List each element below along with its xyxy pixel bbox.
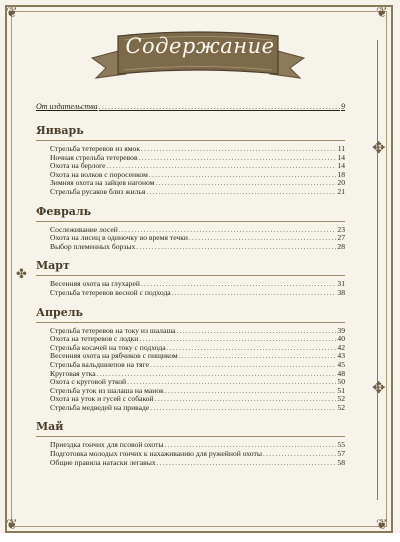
- toc-section: [36, 306, 345, 413]
- entry-label: Стрельба уток из шалаша на манок: [50, 385, 164, 395]
- leader-dots: [97, 370, 337, 379]
- entry-page-number: 20: [337, 178, 345, 188]
- entry-page-number: 14: [337, 161, 345, 171]
- leader-dots: [136, 243, 336, 252]
- entry-page-number: 38: [337, 287, 345, 297]
- section-divider: [36, 322, 345, 323]
- leader-dots: [167, 344, 337, 353]
- entry-label: Стрельба тетеревов весной с подхода: [50, 287, 171, 297]
- leader-dots: [179, 352, 337, 361]
- section-title: Апрель: [36, 305, 83, 319]
- entry-page-number: 18: [337, 169, 345, 179]
- leader-dots: [146, 188, 336, 197]
- leader-dots: [177, 327, 337, 336]
- toc-section: [36, 205, 345, 252]
- leader-dots: [150, 361, 336, 370]
- entry-label: От издательства: [36, 102, 98, 111]
- entry-page-number: 52: [337, 394, 345, 404]
- entry-page-number: 57: [337, 449, 345, 459]
- corner-ornament-icon: ❦: [6, 5, 18, 21]
- entry-page-number: 31: [337, 279, 345, 289]
- entry-label: Выбор племенных борзых: [50, 241, 136, 251]
- entry-page-number: 43: [337, 351, 345, 361]
- toc-section: [36, 124, 345, 197]
- entry-page-number: 23: [337, 224, 345, 234]
- toc-section: [36, 259, 345, 297]
- entry-page-number: 27: [337, 233, 345, 243]
- leader-dots: [155, 395, 337, 404]
- leader-dots: [155, 179, 336, 188]
- entry-label: Стрельба медведей на приваде: [50, 402, 150, 412]
- entry-page-number: 50: [337, 377, 345, 387]
- entry-label: Подготовка молодых гончих к нахаживанию для ружейной охоты: [50, 449, 262, 459]
- side-ornament-icon: ✥: [372, 378, 386, 397]
- entry-page-number: 28: [337, 241, 345, 251]
- section-divider: [36, 140, 345, 141]
- leader-dots: [263, 450, 336, 459]
- toc-entry[interactable]: [36, 404, 345, 413]
- entry-label: Круговая утка: [50, 368, 96, 378]
- toc-section: [36, 420, 345, 467]
- entry-label: Весенняя охота на глухарей: [50, 279, 140, 289]
- leader-dots: [172, 289, 337, 298]
- table-of-contents: [36, 102, 345, 475]
- toc-sections: [36, 124, 345, 467]
- entry-page-number: 45: [337, 359, 345, 369]
- leader-dots: [165, 387, 337, 396]
- leader-dots: [139, 154, 337, 163]
- section-title: Январь: [36, 124, 84, 137]
- entry-label: Стрельба вальдшнепов на тяге: [50, 359, 150, 369]
- entry-label: Зимняя охота на зайцев нагоном: [50, 178, 155, 188]
- toc-intro-entry[interactable]: [36, 102, 345, 114]
- toc-entry[interactable]: [36, 188, 345, 197]
- entry-label: Охота с круговой уткой: [50, 377, 127, 387]
- entry-page-number: 48: [337, 368, 345, 378]
- entry-label: Охота на тетеревов с лодки: [50, 334, 139, 344]
- section-divider: [36, 221, 345, 222]
- entry-page-number: 21: [337, 186, 345, 196]
- entry-label: Стрельба тетеревов на току из шалаша: [50, 325, 176, 335]
- entry-page-number: 51: [337, 385, 345, 395]
- entry-page-number: 39: [337, 325, 345, 335]
- section-divider: [36, 275, 345, 276]
- section-title: Май: [36, 420, 64, 434]
- side-ornament-icon: ✤: [16, 267, 27, 282]
- leader-dots: [141, 145, 337, 154]
- side-ornament-icon: ✥: [372, 138, 386, 157]
- corner-ornament-icon: ❦: [376, 517, 388, 533]
- entry-label: Приездка гончих для псовой охоты: [50, 440, 164, 450]
- entry-page-number: 55: [337, 440, 345, 450]
- leader-dots: [99, 102, 340, 111]
- section-title: Март: [36, 259, 70, 273]
- decorative-rail: [377, 40, 378, 500]
- entry-page-number: 58: [337, 457, 345, 467]
- entry-label: Стрельба косачей на току с подхода: [50, 342, 166, 352]
- corner-ornament-icon: ❦: [376, 5, 388, 21]
- entry-label: Весенняя охота на рябчиков с пищиком: [50, 351, 178, 361]
- corner-ornament-icon: ❦: [6, 517, 18, 533]
- entry-label: Сослеживание лосей: [50, 224, 118, 234]
- leader-dots: [149, 171, 337, 180]
- entry-page-number: 42: [337, 342, 345, 352]
- entry-page-number: 11: [337, 144, 345, 153]
- entry-label: Стрельба русаков близ жилья: [50, 186, 146, 196]
- entry-label: Охота на берлоге: [50, 161, 106, 171]
- page-bottom-margin: [0, 533, 400, 542]
- entry-page-number: 14: [337, 152, 345, 162]
- entry-label: Охота на уток и гусей с собакой: [50, 394, 154, 404]
- section-divider: [36, 436, 345, 437]
- section-title: Февраль: [36, 204, 92, 218]
- entry-label: Охота на волков с поросенком: [50, 169, 148, 179]
- leader-dots: [139, 335, 336, 344]
- leader-dots: [157, 459, 337, 468]
- entry-label: Ночная стрельба тетеревов: [50, 152, 138, 162]
- entry-page-number: 52: [337, 402, 345, 412]
- leader-dots: [150, 404, 336, 413]
- entry-page-number: 9: [341, 102, 345, 111]
- page-title: Содержание: [125, 34, 275, 58]
- entry-page-number: 40: [337, 334, 345, 344]
- entry-label: Общие правила натаски легавых: [50, 457, 156, 467]
- entry-label: Охота на лисиц в одиночку во время течки: [50, 233, 188, 243]
- toc-entry[interactable]: [36, 289, 345, 298]
- leader-dots: [189, 234, 336, 243]
- entry-label: Стрельба тетеревов из ямок: [50, 144, 141, 153]
- toc-entry[interactable]: [36, 459, 345, 468]
- toc-entry[interactable]: [36, 243, 345, 252]
